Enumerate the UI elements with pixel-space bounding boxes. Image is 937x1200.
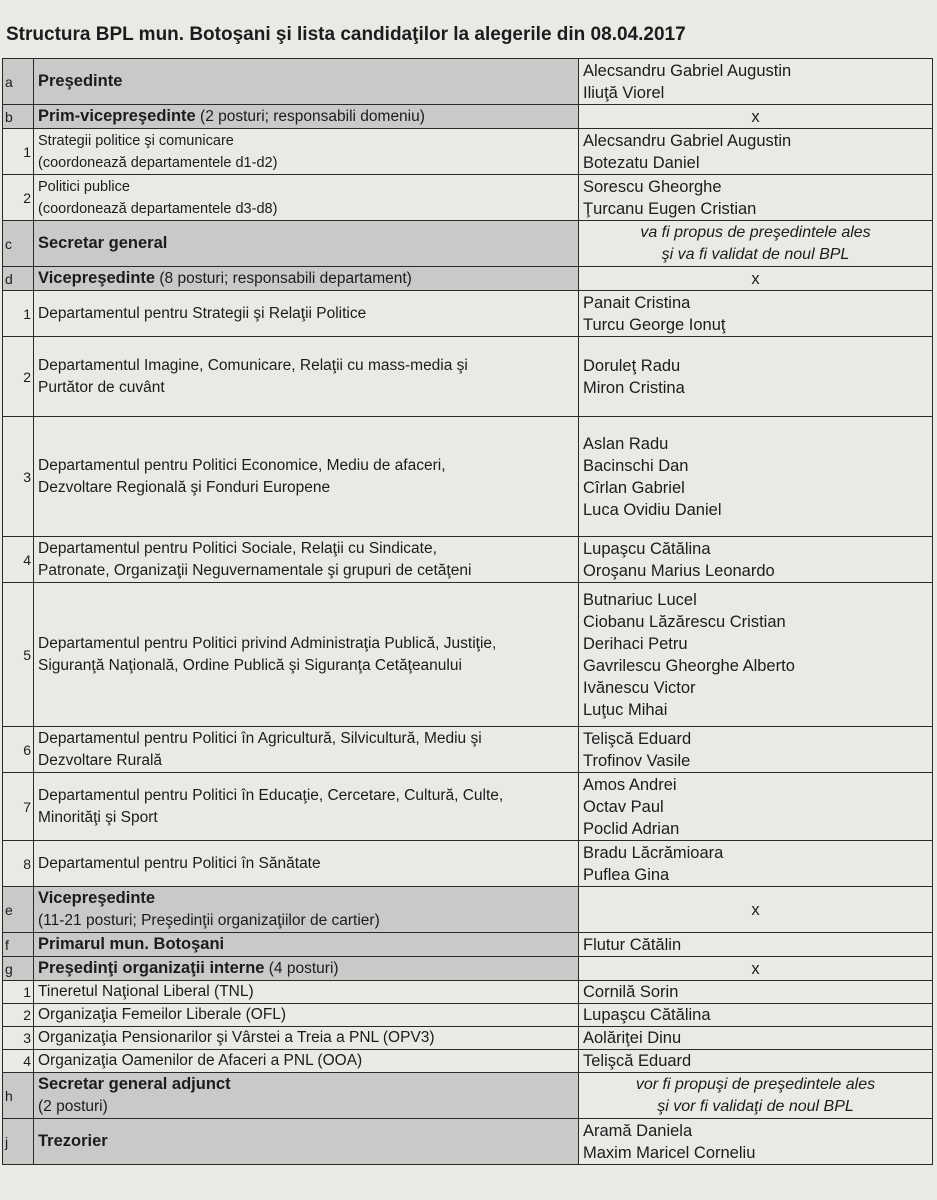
candidate-name: Cîrlan Gabriel <box>583 478 685 497</box>
row-label <box>34 537 579 583</box>
section-row <box>3 1073 933 1119</box>
department-label-line: Dezvoltare Rurală <box>38 751 163 769</box>
candidate-name: Aramă Daniela <box>583 1121 693 1140</box>
row-label <box>34 291 579 337</box>
candidate-name: Butnariuc Lucel <box>583 590 697 609</box>
row-value <box>579 773 933 841</box>
row-key: 4 <box>3 1050 34 1073</box>
row-key: 2 <box>3 1004 34 1027</box>
row-label <box>34 773 579 841</box>
row-key: 6 <box>3 727 34 773</box>
row-label <box>34 337 579 417</box>
department-label-line: Tineretul Naţional Liberal (TNL) <box>38 983 254 1000</box>
candidate-name: Luţuc Mihai <box>583 700 668 719</box>
candidate-name: Panait Cristina <box>583 293 691 312</box>
empty-mark: x <box>751 959 760 978</box>
candidate-name: Ciobanu Lăzărescu Cristian <box>583 612 786 631</box>
department-label-line: Departamentul pentru Politici Economice, Mediu de afaceri, <box>38 456 446 474</box>
row-value <box>579 291 933 337</box>
row-value <box>579 933 933 957</box>
candidate-name: Turcu George Ionuţ <box>583 315 726 334</box>
row-value <box>579 1119 933 1165</box>
row-key: b <box>3 105 34 129</box>
row-value <box>579 1050 933 1073</box>
candidate-name: Puflea Gina <box>583 865 670 884</box>
row-key: 2 <box>3 337 34 417</box>
row-key: 3 <box>3 417 34 537</box>
row-value <box>579 537 933 583</box>
row-key: g <box>3 957 34 981</box>
subsection-row <box>3 841 933 887</box>
section-title: Vicepreşedinte <box>38 269 156 287</box>
validation-note: şi vor fi validaţi de noul BPL <box>657 1097 854 1115</box>
row-key: c <box>3 221 34 267</box>
department-label-line: Departamentul Imagine, Comunicare, Relaţii cu mass-media şi <box>38 356 468 374</box>
department-label-line: Dezvoltare Regională şi Fonduri Europene <box>38 478 331 496</box>
candidate-name: Alecsandru Gabriel Augustin <box>583 131 792 150</box>
department-label-line: (coordonează departamentele d3-d8) <box>38 200 278 217</box>
empty-mark: x <box>751 269 760 288</box>
department-label-line: Departamentul pentru Strategii şi Relaţii Politice <box>38 304 367 322</box>
row-value <box>579 1004 933 1027</box>
row-label <box>34 105 579 129</box>
row-label <box>34 1050 579 1073</box>
subsection-row <box>3 981 933 1004</box>
section-title: Primarul mun. Botoşani <box>38 935 225 953</box>
row-key: 4 <box>3 537 34 583</box>
subsection-row <box>3 1004 933 1027</box>
row-key: d <box>3 267 34 291</box>
subsection-row <box>3 129 933 175</box>
validation-note: va fi propus de preşedintele ales <box>640 223 871 241</box>
candidate-name: Maxim Maricel Corneliu <box>583 1143 756 1162</box>
row-label <box>34 417 579 537</box>
candidate-name: Doruleţ Radu <box>583 356 681 375</box>
section-title-line2: (11-21 posturi; Preşedinţii organizaţiilor de cartier) <box>38 912 380 929</box>
row-value <box>579 1027 933 1050</box>
row-key: j <box>3 1119 34 1165</box>
section-title-note: (4 posturi) <box>264 960 339 977</box>
candidate-name: Lupaşcu Cătălina <box>583 539 711 558</box>
section-row <box>3 267 933 291</box>
section-row <box>3 1119 933 1165</box>
department-label-line: Departamentul pentru Politici în Agricultură, Silvicultură, Mediu şi <box>38 729 482 747</box>
row-key: 2 <box>3 175 34 221</box>
document-title: Structura BPL mun. Botoşani şi lista candidaţilor la alegerile din 08.04.2017 <box>6 24 686 45</box>
candidate-name: Poclid Adrian <box>583 819 680 838</box>
department-label-line: Strategii politice şi comunicare <box>38 132 234 149</box>
row-label <box>34 583 579 727</box>
section-title: Vicepreşedinte <box>38 889 156 907</box>
row-key: 1 <box>3 129 34 175</box>
candidate-name: Derihaci Petru <box>583 634 688 653</box>
row-key: 7 <box>3 773 34 841</box>
candidate-name: Miron Cristina <box>583 378 685 397</box>
candidate-name: Octav Paul <box>583 797 664 816</box>
row-key: e <box>3 887 34 933</box>
validation-note: vor fi propuşi de preşedintele ales <box>635 1075 876 1093</box>
candidate-name: Ivănescu Victor <box>583 678 696 697</box>
row-key: 3 <box>3 1027 34 1050</box>
department-label-line: Organizaţia Femeilor Liberale (OFL) <box>38 1006 287 1023</box>
department-label-line: Organizaţia Oamenilor de Afaceri a PNL (OOA) <box>38 1052 363 1069</box>
section-title: Secretar general adjunct <box>38 1075 231 1093</box>
row-label <box>34 981 579 1004</box>
section-row <box>3 59 933 105</box>
candidate-name: Bradu Lăcrămioara <box>583 843 724 862</box>
subsection-row <box>3 1050 933 1073</box>
subsection-row <box>3 727 933 773</box>
candidate-name: Alecsandru Gabriel Augustin <box>583 61 792 80</box>
row-value <box>579 1073 933 1119</box>
subsection-row <box>3 175 933 221</box>
row-label <box>34 267 579 291</box>
candidate-name: Trofinov Vasile <box>583 751 691 770</box>
department-label-line: (coordonează departamentele d1-d2) <box>38 154 278 171</box>
row-label <box>34 1004 579 1027</box>
candidate-name: Botezatu Daniel <box>583 153 700 172</box>
row-label <box>34 175 579 221</box>
candidate-name: Cornilă Sorin <box>583 983 679 1001</box>
row-label <box>34 1119 579 1165</box>
section-title: Prim-vicepreşedinte <box>38 107 196 125</box>
candidate-name: Telişcă Eduard <box>583 1052 692 1070</box>
candidate-name: Sorescu Gheorghe <box>583 177 722 196</box>
section-title: Preşedinţi organizaţii interne <box>38 959 265 977</box>
empty-mark: x <box>751 900 760 919</box>
section-row <box>3 105 933 129</box>
department-label-line: Departamentul pentru Politici Sociale, Relaţii cu Sindicate, <box>38 539 437 557</box>
candidate-name: Oroşanu Marius Leonardo <box>583 561 775 580</box>
row-key: 1 <box>3 981 34 1004</box>
section-row <box>3 887 933 933</box>
candidate-name: Luca Ovidiu Daniel <box>583 500 722 519</box>
row-value <box>579 417 933 537</box>
row-label <box>34 129 579 175</box>
department-label-line: Departamentul pentru Politici în Sănătate <box>38 854 321 872</box>
row-label <box>34 933 579 957</box>
section-title-line2: (2 posturi) <box>38 1098 108 1115</box>
row-key: h <box>3 1073 34 1119</box>
section-row <box>3 933 933 957</box>
row-label <box>34 727 579 773</box>
subsection-row <box>3 1027 933 1050</box>
row-key: 8 <box>3 841 34 887</box>
row-value <box>579 129 933 175</box>
candidate-name: Iliuţă Viorel <box>583 83 665 102</box>
section-row <box>3 957 933 981</box>
row-value <box>579 59 933 105</box>
row-key: 1 <box>3 291 34 337</box>
subsection-row <box>3 337 933 417</box>
section-title-note: (2 posturi; responsabili domeniu) <box>195 108 425 125</box>
row-value <box>579 267 933 291</box>
row-value <box>579 887 933 933</box>
department-label-line: Patronate, Organizaţii Neguvernamentale şi grupuri de cetăţeni <box>38 561 472 579</box>
department-label-line: Minorităţi şi Sport <box>38 808 158 826</box>
department-label-line: Organizaţia Pensionarilor şi Vârstei a Treia a PNL (OPV3) <box>38 1029 435 1046</box>
department-label-line: Departamentul pentru Politici privind Administraţia Publică, Justiţie, <box>38 634 497 652</box>
candidate-name: Lupaşcu Cătălina <box>583 1006 711 1024</box>
candidate-name: Aolăriţei Dinu <box>583 1029 682 1047</box>
subsection-row <box>3 417 933 537</box>
row-value <box>579 727 933 773</box>
subsection-row <box>3 583 933 727</box>
subsection-row <box>3 291 933 337</box>
row-value <box>579 583 933 727</box>
department-label-line: Siguranţă Naţională, Ordine Publică şi Siguranţa Cetăţeanului <box>38 656 462 674</box>
subsection-row <box>3 773 933 841</box>
row-key: a <box>3 59 34 105</box>
row-label <box>34 1073 579 1119</box>
row-label <box>34 59 579 105</box>
candidates-table <box>2 58 933 1165</box>
row-value <box>579 175 933 221</box>
department-label-line: Departamentul pentru Politici în Educaţie, Cercetare, Cultură, Culte, <box>38 786 504 804</box>
subsection-row <box>3 537 933 583</box>
row-label <box>34 957 579 981</box>
row-value <box>579 981 933 1004</box>
row-label <box>34 221 579 267</box>
candidate-name: Gavrilescu Gheorghe Alberto <box>583 656 795 675</box>
candidate-name: Flutur Cătălin <box>583 935 682 954</box>
row-key: f <box>3 933 34 957</box>
validation-note: şi va fi validat de noul BPL <box>661 245 850 263</box>
section-title: Preşedinte <box>38 72 123 90</box>
section-title: Trezorier <box>38 1132 108 1150</box>
candidate-name: Amos Andrei <box>583 775 677 794</box>
section-title-note: (8 posturi; responsabili departament) <box>155 270 412 287</box>
row-label <box>34 1027 579 1050</box>
row-value <box>579 105 933 129</box>
row-value <box>579 957 933 981</box>
row-label <box>34 841 579 887</box>
candidate-name: Ţurcanu Eugen Cristian <box>583 199 757 218</box>
candidate-name: Telişcă Eduard <box>583 729 692 748</box>
row-value <box>579 841 933 887</box>
empty-mark: x <box>751 107 760 126</box>
department-label-line: Purtător de cuvânt <box>38 378 165 396</box>
row-value <box>579 221 933 267</box>
row-value <box>579 337 933 417</box>
section-row <box>3 221 933 267</box>
candidate-name: Aslan Radu <box>583 434 669 453</box>
candidate-name: Bacinschi Dan <box>583 456 689 475</box>
department-label-line: Politici publice <box>38 178 130 195</box>
row-label <box>34 887 579 933</box>
row-key: 5 <box>3 583 34 727</box>
section-title: Secretar general <box>38 234 168 252</box>
